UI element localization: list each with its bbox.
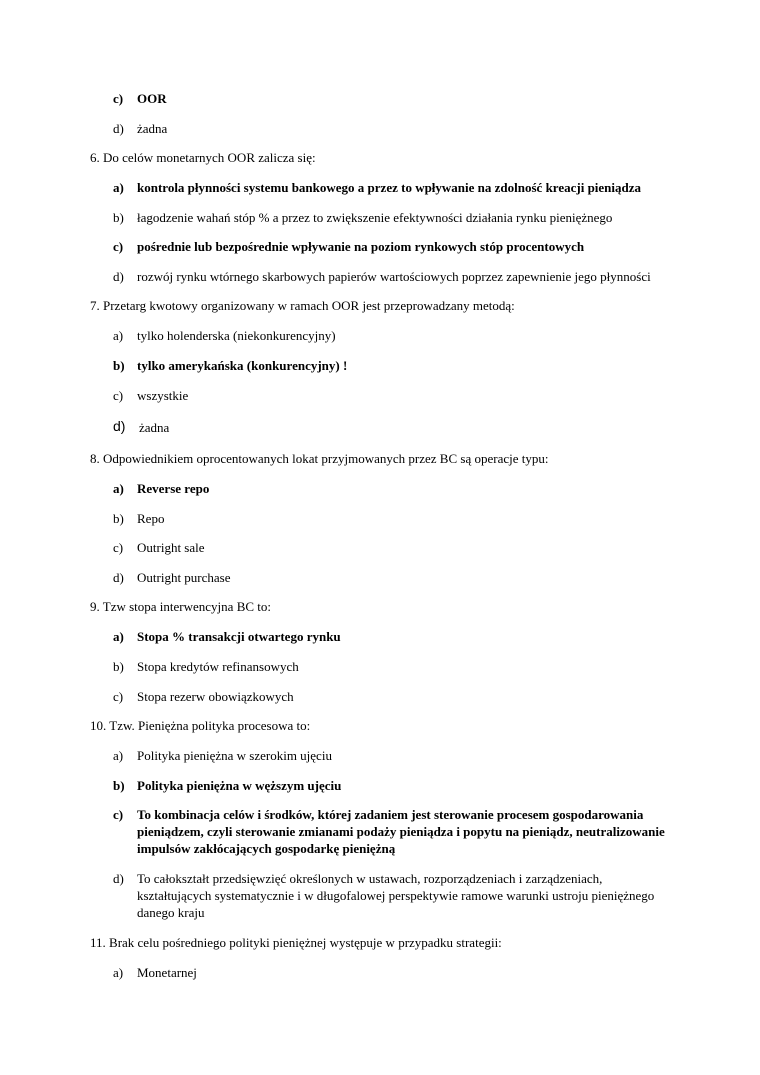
answer-marker: a) xyxy=(113,481,124,496)
answer-text: Stopa % transakcji otwartego rynku xyxy=(137,629,341,644)
answer-marker: b) xyxy=(113,511,124,526)
answer-text: rozwój rynku wtórnego skarbowych papierów wartościowych poprzez zapewnienie jego płynności xyxy=(137,269,651,284)
question-10: 10. Tzw. Pieniężna polityka procesowa to: xyxy=(90,718,311,733)
answer-text: OOR xyxy=(137,91,167,106)
question-6: 6. Do celów monetarnych OOR zalicza się: xyxy=(90,150,316,165)
answer-text: żadna xyxy=(139,420,170,435)
answer-text: tylko amerykańska (konkurencyjny) ! xyxy=(137,358,348,373)
answer-marker: d) xyxy=(113,570,124,585)
answer-marker: c) xyxy=(113,540,124,555)
answer-marker: d) xyxy=(113,269,124,284)
answer-text: Repo xyxy=(137,511,165,526)
answer-marker: c) xyxy=(113,689,124,704)
answer-text: żadna xyxy=(137,121,168,136)
answer-text: Outright purchase xyxy=(137,570,231,585)
answer-marker: a) xyxy=(113,965,124,980)
answer-marker: b) xyxy=(113,778,125,793)
answer-marker: c) xyxy=(113,388,124,403)
answer-text: łagodzenie wahań stóp % a przez to zwiększenie efektywności działania rynku pieniężnego xyxy=(137,210,613,225)
question-7: 7. Przetarg kwotowy organizowany w ramach OOR jest przeprowadzany metodą: xyxy=(90,298,515,313)
answer-marker: a) xyxy=(113,328,124,343)
answer-marker: d) xyxy=(113,871,124,886)
question-8: 8. Odpowiednikiem oprocentowanych lokat przyjmowanych przez BC są operacje typu: xyxy=(90,451,549,466)
answer-marker: b) xyxy=(113,659,124,674)
question-11: 11. Brak celu pośredniego polityki pieniężnej występuje w przypadku strategii: xyxy=(90,935,502,950)
answer-marker: c) xyxy=(113,239,124,254)
answer-text: pośrednie lub bezpośrednie wpływanie na poziom rynkowych stóp procentowych xyxy=(137,239,585,254)
answer-marker: d) xyxy=(113,121,124,136)
answer-text: kontrola płynności systemu bankowego a przez to wpływanie na zdolność kreacji pieniądza xyxy=(137,180,642,195)
question-9: 9. Tzw stopa interwencyjna BC to: xyxy=(90,599,272,614)
answer-text: Stopa kredytów refinansowych xyxy=(137,659,299,674)
answer-text: To całokształt przedsięwzięć określonych w ustawach, rozporządzeniach i zarządzeniach, kształtujących systematycznie i w długofalowej perspektywie ramowe warunki ustroju pieniężnego danego kraju xyxy=(137,871,655,920)
answer-marker: a) xyxy=(113,629,124,644)
answer-text: To kombinacja celów i środków, której zadaniem jest sterowanie procesem gospodarowania pieniądzem, czyli sterowanie zmianami podaży pieniądza i popytu na pieniądz, neutralizowanie impulsów zakłócających gospodarkę pieniężną xyxy=(137,807,665,856)
answer-text: wszystkie xyxy=(137,388,189,403)
answer-marker: c) xyxy=(113,807,124,822)
answer-text: tylko holenderska (niekonkurencyjny) xyxy=(137,328,336,343)
answer-marker: b) xyxy=(113,358,125,373)
answer-marker: b) xyxy=(113,210,124,225)
answer-text: Polityka pieniężna w węższym ujęciu xyxy=(137,778,342,793)
answer-marker: a) xyxy=(113,180,124,195)
answer-text: Monetarnej xyxy=(137,965,197,980)
answer-text: Reverse repo xyxy=(137,481,210,496)
answer-text: Stopa rezerw obowiązkowych xyxy=(137,689,294,704)
answer-marker: c) xyxy=(113,91,124,106)
answer-marker: d) xyxy=(113,418,126,434)
answer-marker: a) xyxy=(113,748,124,763)
answer-text: Polityka pieniężna w szerokim ujęciu xyxy=(137,748,332,763)
answer-text: Outright sale xyxy=(137,540,205,555)
